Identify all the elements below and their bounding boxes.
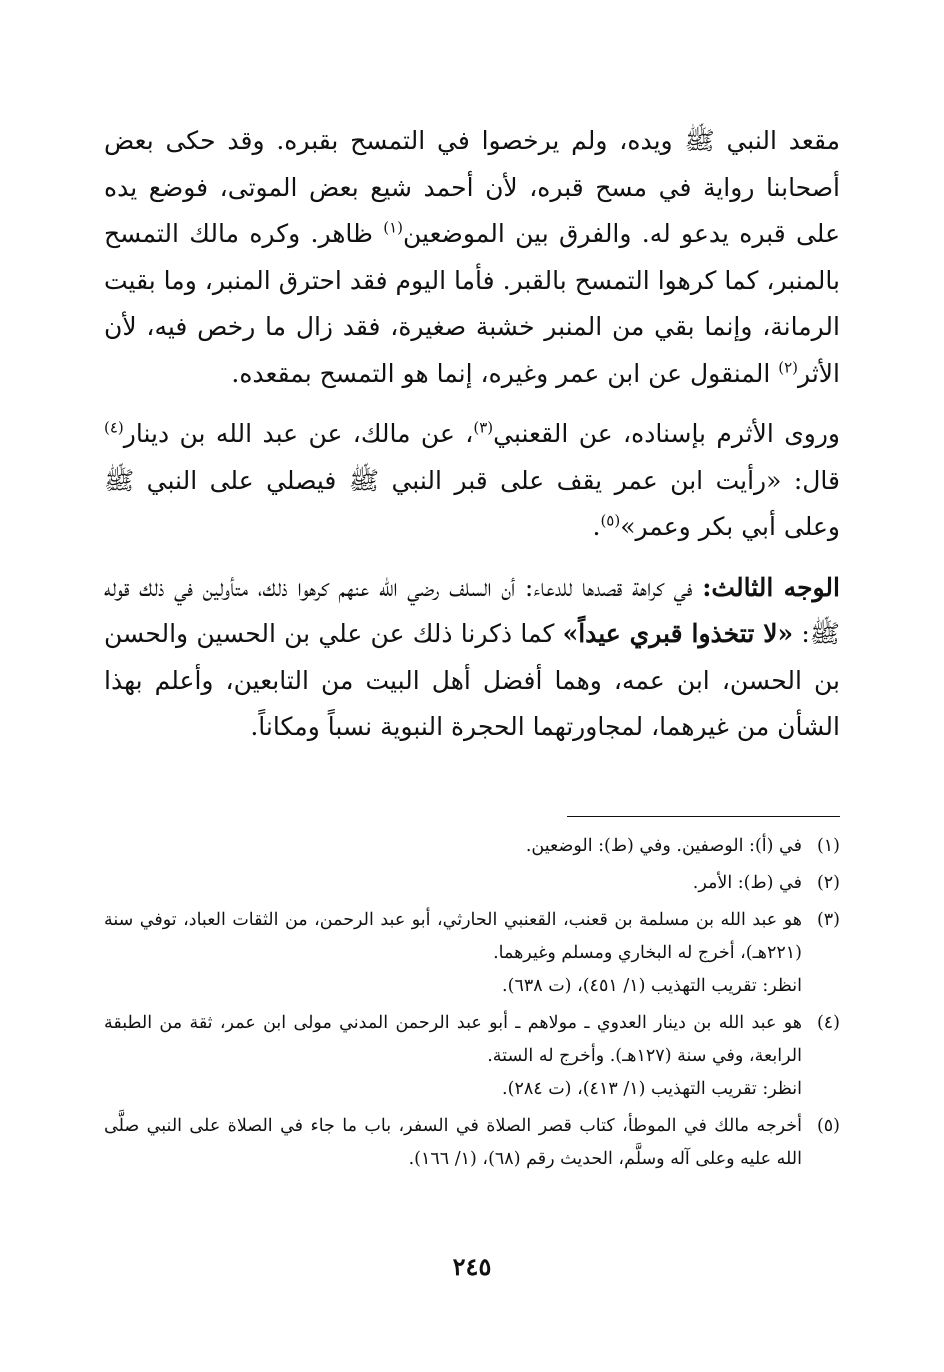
footnote-reference: انظر: تقريب التهذيب (١/ ٤٥١)، (ت ٦٣٨). bbox=[502, 976, 802, 996]
footnotes bbox=[104, 830, 840, 1180]
footnote-reference: انظر: تقريب التهذيب (١/ ٤١٣)، (ت ٢٨٤). bbox=[502, 1079, 802, 1099]
footnote-number: (٣) bbox=[816, 910, 840, 930]
paragraph-1-text-a: مقعد النبي ﷺ ويده، ولم يرخصوا في التمسح بقبره. وقد حكى بعض أصحابنا رواية في مسح قبره، لأن أحمد شيع بعض الموتى، فوضع يده على قبره يدعو له. والفرق بين الموضعين bbox=[104, 126, 840, 248]
paragraph-2-text-b: ، عن مالك، عن عبد الله بن دينار bbox=[123, 419, 474, 448]
footnote-ref-1[interactable]: (١) bbox=[383, 218, 404, 237]
paragraph-2-text-c: قال: «رأيت ابن عمر يقف على قبر النبي ﷺ فيصلي على النبي ﷺ وعلى أبي بكر وعمر» bbox=[104, 465, 840, 541]
footnote-number: (٢) bbox=[816, 873, 840, 893]
footnote-text: هو عبد الله بن مسلمة بن قعنب، القعنبي الحارثي، أبو عبد الرحمن، من الثقات العباد، توفي سنة (٢٢١هـ)، أخرج له البخاري ومسلم وغيرهما. bbox=[104, 910, 802, 963]
paragraph-3-text-a: في كراهة قصدها للدعاء: أن السلف رضي الله عنهم كرهوا ذلك، متأولين في ذلك قوله ﷺ: bbox=[104, 572, 840, 648]
footnote-divider bbox=[567, 816, 840, 817]
footnote-3 bbox=[104, 904, 840, 1003]
section-heading: الوجه الثالث: bbox=[702, 572, 840, 602]
footnote-text: أخرجه مالك في الموطأ، كتاب قصر الصلاة في السفر، باب ما جاء في الصلاة على النبي صلَّى الله عليه وعلى آله وسلَّم، الحديث رقم (٦٨)، (١/ ١٦٦). bbox=[104, 1116, 802, 1169]
footnote-number: (١) bbox=[816, 836, 840, 856]
paragraph-1-text-b: ظاهر. وكره مالك التمسح بالمنبر، كما كرهوا التمسح بالقبر. فأما اليوم فقد احترق المنبر، وما بقيت الرمانة، وإنما بقي من المنبر خشبة صغيرة، فقد زال ما رخص فيه، لأن الأثر bbox=[104, 219, 840, 388]
footnote-1 bbox=[104, 830, 840, 863]
paragraph-2-text-d: . bbox=[592, 512, 601, 541]
footnote-text: في (ط): الأمر. bbox=[692, 873, 802, 893]
paragraph-3-text-b: كما ذكرنا ذلك عن علي بن الحسين والحسن بن الحسن، ابن عمه، وهما أفضل أهل البيت من التابعين، وأعلم بهذا الشأن من غيرهما، لمجاورتهما الحجرة النبوية نسباً ومكاناً. bbox=[104, 619, 840, 741]
footnote-ref-3[interactable]: (٣) bbox=[473, 418, 494, 437]
paragraph-2 bbox=[104, 411, 840, 551]
paragraph-3 bbox=[104, 565, 840, 751]
paragraph-1-text-c: المنقول عن ابن عمر وغيره، إنما هو التمسح بمقعده. bbox=[231, 358, 779, 388]
main-text bbox=[104, 118, 840, 751]
footnote-ref-2[interactable]: (٢) bbox=[778, 358, 799, 377]
footnote-text: هو عبد الله بن دينار العدوي ـ مولاهم ـ أبو عبد الرحمن المدني مولى ابن عمر، ثقة من الطبقة الرابعة، وفي سنة (١٢٧هـ). وأخرج له الستة. bbox=[104, 1013, 802, 1066]
paragraph-1 bbox=[104, 118, 840, 397]
footnote-number: (٤) bbox=[816, 1013, 840, 1033]
footnote-text: في (أ): الوصفين. وفي (ط): الوضعين. bbox=[525, 836, 802, 856]
footnote-2 bbox=[104, 867, 840, 900]
paragraph-2-text-a: وروى الأثرم بإسناده، عن القعنبي bbox=[493, 419, 841, 448]
footnote-ref-5[interactable]: (٥) bbox=[600, 511, 621, 530]
footnote-number: (٥) bbox=[816, 1116, 840, 1136]
hadith-quote: «لا تتخذوا قبري عيداً» bbox=[562, 619, 794, 648]
page-number: ٢٤٥ bbox=[452, 1252, 492, 1281]
footnote-5 bbox=[104, 1110, 840, 1176]
footnote-4 bbox=[104, 1007, 840, 1106]
footnote-ref-4[interactable]: (٤) bbox=[104, 418, 124, 437]
